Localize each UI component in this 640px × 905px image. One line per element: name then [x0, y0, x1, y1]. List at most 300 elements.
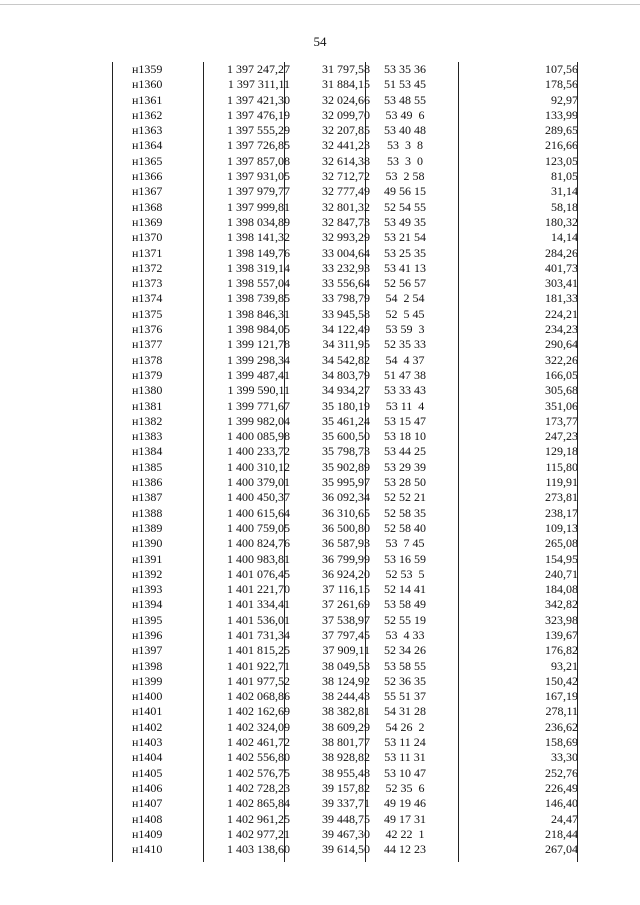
- table-row: [112, 444, 578, 459]
- y-coordinate-cell: 37 797,45: [322, 627, 370, 642]
- y-coordinate-cell: 34 311,95: [322, 337, 370, 352]
- y-coordinate-cell: 36 500,80: [322, 520, 370, 535]
- distance-cell: 81,05: [551, 169, 578, 184]
- x-coordinate-cell: 1 397 421,30: [227, 92, 290, 107]
- y-coordinate-cell: 38 049,53: [322, 658, 370, 673]
- point-id-cell: н1364: [132, 138, 163, 153]
- table-row: [112, 536, 578, 551]
- y-coordinate-cell: 35 798,73: [322, 444, 370, 459]
- distance-cell: 115,80: [545, 459, 578, 474]
- x-coordinate-cell: 1 397 311,11: [227, 77, 290, 92]
- y-coordinate-cell: 32 777,49: [322, 184, 370, 199]
- direction-angle-cell: 53 11 4: [385, 398, 425, 413]
- x-coordinate-cell: 1 397 931,05: [227, 169, 290, 184]
- point-id-cell: н1403: [132, 735, 163, 750]
- distance-cell: 31,14: [551, 184, 578, 199]
- table-row: [112, 368, 578, 383]
- point-id-cell: н1363: [132, 123, 163, 138]
- x-coordinate-cell: 1 398 557,04: [227, 276, 290, 291]
- table-row: [112, 582, 578, 597]
- point-id-cell: н1378: [132, 352, 163, 367]
- point-id-cell: н1369: [132, 214, 163, 229]
- direction-angle-cell: 53 48 55: [384, 92, 426, 107]
- y-coordinate-cell: 38 124,92: [322, 673, 370, 688]
- x-coordinate-cell: 1 400 310,12: [227, 459, 290, 474]
- x-coordinate-cell: 1 397 726,85: [227, 138, 290, 153]
- direction-angle-cell: 53 28 50: [384, 475, 426, 490]
- y-coordinate-cell: 33 232,93: [322, 260, 370, 275]
- table-row: [112, 429, 578, 444]
- table-row: [112, 337, 578, 352]
- direction-angle-cell: 53 10 47: [384, 765, 426, 780]
- table-row: [112, 659, 578, 674]
- table-row: [112, 597, 578, 612]
- x-coordinate-cell: 1 402 576,75: [227, 765, 290, 780]
- direction-angle-cell: 53 3 8: [387, 138, 423, 153]
- table-row: [112, 123, 578, 138]
- top-rule: [0, 4, 640, 5]
- direction-angle-cell: 54 4 37: [385, 352, 425, 367]
- y-coordinate-cell: 32 441,23: [322, 138, 370, 153]
- table-row: [112, 77, 578, 92]
- table-row: [112, 812, 578, 827]
- direction-angle-cell: 52 35 33: [384, 337, 426, 352]
- point-id-cell: н1359: [132, 62, 163, 76]
- direction-angle-cell: 52 56 57: [384, 276, 426, 291]
- table-row: [112, 460, 578, 475]
- point-id-cell: н1400: [132, 689, 163, 704]
- direction-angle-cell: 52 36 35: [384, 673, 426, 688]
- point-id-cell: н1372: [132, 260, 163, 275]
- distance-cell: 322,26: [545, 352, 578, 367]
- x-coordinate-cell: 1 402 324,09: [227, 719, 290, 734]
- point-id-cell: н1390: [132, 536, 163, 551]
- y-coordinate-cell: 39 157,82: [322, 780, 370, 795]
- y-coordinate-cell: 32 024,66: [322, 92, 370, 107]
- table-row: [112, 276, 578, 291]
- distance-cell: 119,91: [545, 475, 578, 490]
- distance-cell: 33,30: [551, 750, 578, 765]
- y-coordinate-cell: 33 556,64: [322, 276, 370, 291]
- y-coordinate-cell: 39 448,75: [322, 811, 370, 826]
- table-row: [112, 521, 578, 536]
- distance-cell: 109,13: [545, 520, 578, 535]
- point-id-cell: н1366: [132, 169, 163, 184]
- table-row: [112, 552, 578, 567]
- direction-angle-cell: 49 19 46: [384, 796, 426, 811]
- distance-cell: 240,71: [545, 566, 578, 581]
- x-coordinate-cell: 1 400 450,37: [227, 490, 290, 505]
- point-id-cell: н1401: [132, 704, 163, 719]
- y-coordinate-cell: 33 798,79: [322, 291, 370, 306]
- x-coordinate-cell: 1 399 487,41: [227, 367, 290, 382]
- table-row: [112, 138, 578, 153]
- table-row: [112, 399, 578, 414]
- y-coordinate-cell: 34 803,79: [322, 367, 370, 382]
- y-coordinate-cell: 34 122,49: [322, 322, 370, 337]
- y-coordinate-cell: 32 207,85: [322, 123, 370, 138]
- y-coordinate-cell: 36 092,34: [322, 490, 370, 505]
- point-id-cell: н1365: [132, 153, 163, 168]
- point-id-cell: н1409: [132, 826, 163, 841]
- x-coordinate-cell: 1 398 149,76: [227, 245, 290, 260]
- direction-angle-cell: 53 2 58: [385, 169, 425, 184]
- page-number: 54: [313, 34, 327, 49]
- y-coordinate-cell: 38 928,82: [322, 750, 370, 765]
- direction-angle-cell: 53 49 6: [385, 107, 425, 122]
- direction-angle-cell: 49 56 15: [384, 184, 426, 199]
- direction-angle-cell: 53 7 45: [385, 536, 425, 551]
- x-coordinate-cell: 1 402 961,25: [227, 811, 290, 826]
- y-coordinate-cell: 36 310,65: [322, 505, 370, 520]
- x-coordinate-cell: 1 402 977,21: [227, 826, 290, 841]
- table-row: [112, 750, 578, 765]
- table-row: [112, 842, 578, 857]
- y-coordinate-cell: 38 801,77: [322, 735, 370, 750]
- distance-cell: 129,18: [545, 444, 578, 459]
- distance-cell: 14,14: [551, 230, 578, 245]
- direction-angle-cell: 52 5 45: [385, 306, 425, 321]
- x-coordinate-cell: 1 400 824,76: [227, 536, 290, 551]
- direction-angle-cell: 53 21 54: [384, 230, 426, 245]
- point-id-cell: н1370: [132, 230, 163, 245]
- direction-angle-cell: 53 18 10: [384, 429, 426, 444]
- x-coordinate-cell: 1 398 319,14: [227, 260, 290, 275]
- distance-cell: 289,65: [545, 123, 578, 138]
- x-coordinate-cell: 1 401 977,52: [227, 673, 290, 688]
- table-row: [112, 414, 578, 429]
- direction-angle-cell: 52 53 5: [385, 566, 425, 581]
- point-id-cell: н1380: [132, 383, 163, 398]
- table-row: [112, 490, 578, 505]
- x-coordinate-cell: 1 402 461,72: [227, 735, 290, 750]
- distance-cell: 284,26: [545, 245, 578, 260]
- table-row: [112, 689, 578, 704]
- y-coordinate-cell: 34 934,27: [322, 383, 370, 398]
- x-coordinate-cell: 1 402 865,84: [227, 796, 290, 811]
- x-coordinate-cell: 1 403 138,60: [227, 842, 290, 857]
- distance-cell: 139,67: [545, 627, 578, 642]
- table-row: [112, 475, 578, 490]
- y-coordinate-cell: 37 116,15: [322, 582, 370, 597]
- y-coordinate-cell: 39 614,50: [322, 842, 370, 857]
- table-row: [112, 154, 578, 169]
- table-row: [112, 766, 578, 781]
- direction-angle-cell: 49 17 31: [384, 811, 426, 826]
- point-id-cell: н1393: [132, 582, 163, 597]
- table-row: [112, 781, 578, 796]
- x-coordinate-cell: 1 397 555,29: [227, 123, 290, 138]
- point-id-cell: н1391: [132, 551, 163, 566]
- x-coordinate-cell: 1 397 247,27: [227, 62, 290, 76]
- distance-cell: 180,32: [545, 214, 578, 229]
- table-row: [112, 307, 578, 322]
- table-row: [112, 674, 578, 689]
- y-coordinate-cell: 37 538,97: [322, 612, 370, 627]
- point-id-cell: н1374: [132, 291, 163, 306]
- distance-cell: 236,62: [545, 719, 578, 734]
- x-coordinate-cell: 1 400 615,64: [227, 505, 290, 520]
- direction-angle-cell: 52 52 21: [384, 490, 426, 505]
- distance-cell: 290,64: [545, 337, 578, 352]
- distance-cell: 265,08: [545, 536, 578, 551]
- x-coordinate-cell: 1 402 556,80: [227, 750, 290, 765]
- x-coordinate-cell: 1 399 982,04: [227, 413, 290, 428]
- distance-cell: 247,23: [545, 429, 578, 444]
- direction-angle-cell: 53 58 55: [384, 658, 426, 673]
- table-row: [112, 184, 578, 199]
- distance-cell: 158,69: [545, 735, 578, 750]
- table-row: [112, 735, 578, 750]
- y-coordinate-cell: 35 600,50: [322, 429, 370, 444]
- direction-angle-cell: 42 22 1: [385, 826, 425, 841]
- distance-cell: 154,95: [545, 551, 578, 566]
- y-coordinate-cell: 34 542,82: [322, 352, 370, 367]
- y-coordinate-cell: 39 467,30: [322, 826, 370, 841]
- point-id-cell: н1379: [132, 367, 163, 382]
- direction-angle-cell: 52 58 35: [384, 505, 426, 520]
- distance-cell: 107,56: [545, 62, 578, 76]
- distance-cell: 252,76: [545, 765, 578, 780]
- distance-cell: 401,73: [545, 260, 578, 275]
- x-coordinate-cell: 1 399 590,11: [227, 383, 290, 398]
- distance-cell: 303,41: [545, 276, 578, 291]
- distance-cell: 273,81: [545, 490, 578, 505]
- direction-angle-cell: 53 3 0: [387, 153, 423, 168]
- point-id-cell: н1410: [132, 842, 163, 857]
- distance-cell: 92,97: [551, 92, 578, 107]
- point-id-cell: н1382: [132, 413, 163, 428]
- distance-cell: 218,44: [545, 826, 578, 841]
- point-id-cell: н1398: [132, 658, 163, 673]
- point-id-cell: н1368: [132, 199, 163, 214]
- direction-angle-cell: 54 31 28: [384, 704, 426, 719]
- direction-angle-cell: 52 54 55: [384, 199, 426, 214]
- distance-cell: 305,68: [545, 383, 578, 398]
- x-coordinate-cell: 1 400 379,01: [227, 475, 290, 490]
- table-row: [112, 704, 578, 719]
- y-coordinate-cell: 37 909,11: [322, 643, 370, 658]
- distance-cell: 184,08: [545, 582, 578, 597]
- direction-angle-cell: 54 2 54: [385, 291, 425, 306]
- distance-cell: 173,77: [545, 413, 578, 428]
- distance-cell: 278,11: [545, 704, 578, 719]
- table-row: [112, 62, 578, 77]
- y-coordinate-cell: 38 609,29: [322, 719, 370, 734]
- direction-angle-cell: 53 33 43: [384, 383, 426, 398]
- y-coordinate-cell: 32 099,70: [322, 107, 370, 122]
- table-row: [112, 567, 578, 582]
- table-row: [112, 215, 578, 230]
- distance-cell: 178,56: [545, 77, 578, 92]
- direction-angle-cell: 53 25 35: [384, 245, 426, 260]
- table-row: [112, 643, 578, 658]
- direction-angle-cell: 53 49 35: [384, 214, 426, 229]
- x-coordinate-cell: 1 397 476,19: [227, 107, 290, 122]
- direction-angle-cell: 53 59 3: [385, 322, 425, 337]
- table-row: [112, 291, 578, 306]
- x-coordinate-cell: 1 398 984,05: [227, 322, 290, 337]
- table-row: [112, 93, 578, 108]
- distance-cell: 323,98: [545, 612, 578, 627]
- distance-cell: 234,23: [545, 322, 578, 337]
- y-coordinate-cell: 36 587,93: [322, 536, 370, 551]
- distance-cell: 238,17: [545, 505, 578, 520]
- point-id-cell: н1394: [132, 597, 163, 612]
- direction-angle-cell: 53 4 33: [385, 627, 425, 642]
- point-id-cell: н1377: [132, 337, 163, 352]
- point-id-cell: н1395: [132, 612, 163, 627]
- direction-angle-cell: 51 47 38: [384, 367, 426, 382]
- x-coordinate-cell: 1 401 076,45: [227, 566, 290, 581]
- x-coordinate-cell: 1 402 068,86: [227, 689, 290, 704]
- y-coordinate-cell: 39 337,71: [322, 796, 370, 811]
- direction-angle-cell: 53 35 36: [384, 62, 426, 76]
- y-coordinate-cell: 31 797,58: [322, 62, 370, 76]
- x-coordinate-cell: 1 397 999,81: [227, 199, 290, 214]
- point-id-cell: н1388: [132, 505, 163, 520]
- direction-angle-cell: 55 51 37: [384, 689, 426, 704]
- distance-cell: 176,82: [545, 643, 578, 658]
- table-row: [112, 628, 578, 643]
- table-row: [112, 200, 578, 215]
- point-id-cell: н1402: [132, 719, 163, 734]
- table-row: [112, 383, 578, 398]
- point-id-cell: н1405: [132, 765, 163, 780]
- distance-cell: 351,06: [545, 398, 578, 413]
- table-row: [112, 246, 578, 261]
- distance-cell: 150,42: [545, 673, 578, 688]
- direction-angle-cell: 53 41 13: [384, 260, 426, 275]
- x-coordinate-cell: 1 397 979,77: [227, 184, 290, 199]
- direction-angle-cell: 53 11 24: [384, 735, 426, 750]
- distance-cell: 58,18: [551, 199, 578, 214]
- distance-cell: 146,40: [545, 796, 578, 811]
- point-id-cell: н1383: [132, 429, 163, 444]
- point-id-cell: н1381: [132, 398, 163, 413]
- distance-cell: 24,47: [551, 811, 578, 826]
- table-body: [112, 62, 578, 857]
- table-row: [112, 796, 578, 811]
- y-coordinate-cell: 35 180,19: [322, 398, 370, 413]
- y-coordinate-cell: 33 004,64: [322, 245, 370, 260]
- y-coordinate-cell: 33 945,58: [322, 306, 370, 321]
- x-coordinate-cell: 1 397 857,08: [227, 153, 290, 168]
- point-id-cell: н1389: [132, 520, 163, 535]
- direction-angle-cell: 51 53 45: [384, 77, 426, 92]
- point-id-cell: н1362: [132, 107, 163, 122]
- x-coordinate-cell: 1 398 846,31: [227, 306, 290, 321]
- y-coordinate-cell: 38 244,43: [322, 689, 370, 704]
- point-id-cell: н1392: [132, 566, 163, 581]
- distance-cell: 166,05: [545, 367, 578, 382]
- y-coordinate-cell: 35 902,89: [322, 459, 370, 474]
- direction-angle-cell: 44 12 23: [384, 842, 426, 857]
- table-row: [112, 613, 578, 628]
- y-coordinate-cell: 38 382,81: [322, 704, 370, 719]
- y-coordinate-cell: 36 799,99: [322, 551, 370, 566]
- x-coordinate-cell: 1 399 121,78: [227, 337, 290, 352]
- table-row: [112, 827, 578, 842]
- table-row: [112, 720, 578, 735]
- direction-angle-cell: 53 58 49: [384, 597, 426, 612]
- point-id-cell: н1386: [132, 475, 163, 490]
- distance-cell: 226,49: [545, 780, 578, 795]
- point-id-cell: н1404: [132, 750, 163, 765]
- point-id-cell: н1408: [132, 811, 163, 826]
- y-coordinate-cell: 32 993,29: [322, 230, 370, 245]
- coordinates-table: [112, 62, 578, 862]
- table-row: [112, 353, 578, 368]
- direction-angle-cell: 52 35 6: [385, 780, 425, 795]
- table-row: [112, 230, 578, 245]
- direction-angle-cell: 53 40 48: [384, 123, 426, 138]
- point-id-cell: н1385: [132, 459, 163, 474]
- direction-angle-cell: 53 16 59: [384, 551, 426, 566]
- direction-angle-cell: 52 14 41: [384, 582, 426, 597]
- table-row: [112, 108, 578, 123]
- table-row: [112, 322, 578, 337]
- table-row: [112, 169, 578, 184]
- distance-cell: 133,99: [545, 107, 578, 122]
- x-coordinate-cell: 1 398 141,32: [227, 230, 290, 245]
- distance-cell: 93,21: [551, 658, 578, 673]
- point-id-cell: н1387: [132, 490, 163, 505]
- x-coordinate-cell: 1 401 334,41: [227, 597, 290, 612]
- x-coordinate-cell: 1 401 815,25: [227, 643, 290, 658]
- y-coordinate-cell: 32 614,38: [322, 153, 370, 168]
- y-coordinate-cell: 32 801,32: [322, 199, 370, 214]
- point-id-cell: н1367: [132, 184, 163, 199]
- y-coordinate-cell: 32 712,72: [322, 169, 370, 184]
- point-id-cell: н1406: [132, 780, 163, 795]
- point-id-cell: н1399: [132, 673, 163, 688]
- y-coordinate-cell: 37 261,69: [322, 597, 370, 612]
- x-coordinate-cell: 1 400 085,98: [227, 429, 290, 444]
- point-id-cell: н1396: [132, 627, 163, 642]
- point-id-cell: н1397: [132, 643, 163, 658]
- table-row: [112, 261, 578, 276]
- direction-angle-cell: 53 29 39: [384, 459, 426, 474]
- direction-angle-cell: 52 58 40: [384, 520, 426, 535]
- x-coordinate-cell: 1 401 536,01: [227, 612, 290, 627]
- y-coordinate-cell: 36 924,20: [322, 566, 370, 581]
- distance-cell: 224,21: [545, 306, 578, 321]
- x-coordinate-cell: 1 399 298,34: [227, 352, 290, 367]
- x-coordinate-cell: 1 399 771,67: [227, 398, 290, 413]
- distance-cell: 216,66: [545, 138, 578, 153]
- direction-angle-cell: 53 15 47: [384, 413, 426, 428]
- x-coordinate-cell: 1 398 034,89: [227, 214, 290, 229]
- y-coordinate-cell: 31 884,15: [322, 77, 370, 92]
- x-coordinate-cell: 1 402 162,69: [227, 704, 290, 719]
- x-coordinate-cell: 1 400 983,81: [227, 551, 290, 566]
- x-coordinate-cell: 1 400 759,05: [227, 520, 290, 535]
- point-id-cell: н1373: [132, 276, 163, 291]
- x-coordinate-cell: 1 402 728,23: [227, 780, 290, 795]
- direction-angle-cell: 52 34 26: [384, 643, 426, 658]
- direction-angle-cell: 53 44 25: [384, 444, 426, 459]
- y-coordinate-cell: 35 461,24: [322, 413, 370, 428]
- point-id-cell: н1360: [132, 77, 163, 92]
- x-coordinate-cell: 1 401 922,71: [227, 658, 290, 673]
- point-id-cell: н1361: [132, 92, 163, 107]
- y-coordinate-cell: 38 955,48: [322, 765, 370, 780]
- point-id-cell: н1375: [132, 306, 163, 321]
- x-coordinate-cell: 1 400 233,72: [227, 444, 290, 459]
- distance-cell: 123,05: [545, 153, 578, 168]
- distance-cell: 167,19: [545, 689, 578, 704]
